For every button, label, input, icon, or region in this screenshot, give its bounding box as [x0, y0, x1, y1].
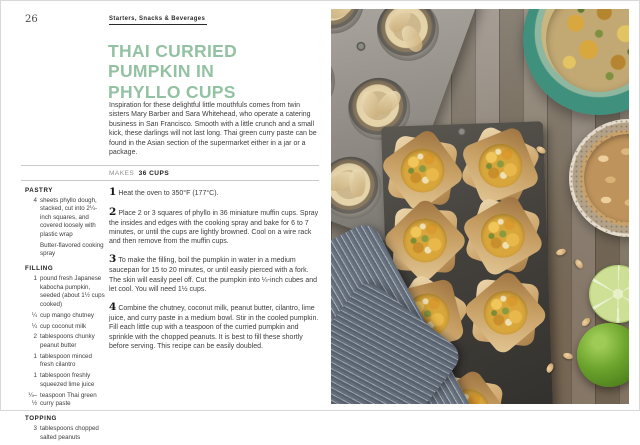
step-text: Heat the oven to 350°F (177°C).: [118, 190, 219, 197]
ingredient-text: cup coconut milk: [40, 322, 87, 330]
ingredient-row: [25, 392, 107, 409]
ingredient-text: tablespoons chopped salted peanuts: [40, 425, 99, 441]
phyllo-cup-empty: [368, 9, 447, 70]
ingredient-row: [25, 372, 107, 389]
phyllo-cup-filled: [393, 208, 457, 272]
peanut: [562, 352, 573, 360]
lime-whole: [577, 323, 629, 387]
ingredient-qty: 1: [33, 372, 37, 380]
phyllo-cup-empty: [331, 42, 344, 121]
peanut: [555, 247, 566, 256]
peanut-bowl-contents: [584, 134, 629, 222]
lime-half: [589, 265, 629, 323]
ingredient-text: tablespoons chunky peanut butter: [40, 333, 95, 349]
page-number: 26: [25, 14, 38, 25]
recipe-title: THAI CURRIED PUMPKIN IN PHYLLO CUPS: [108, 41, 238, 102]
ingredient-qty: 2: [33, 333, 37, 341]
ingredient-qty: 1: [33, 352, 37, 360]
ingredient-row: [25, 425, 107, 442]
step-text: Place 2 or 3 squares of phyllo in 36 miniature muffin cups. Spray the insides and edges with the cooking spray and bake for 6 to 7 minutes, or until the cups are lightly browned. Cool on a wire rack and then remove from the muffin cups.: [109, 209, 319, 246]
ingredient-row: [25, 323, 107, 331]
phyllo-cup-filled: [474, 281, 538, 345]
ingredient-row: [25, 242, 107, 259]
step-number: 2: [109, 205, 117, 218]
ingredient-qty: ¼: [31, 322, 37, 330]
ingredient-text: tablespoon freshly squeezed lime juice: [40, 372, 95, 388]
curry-bowl: [523, 9, 629, 115]
ingredient-qty: 1: [33, 275, 37, 283]
step-text: Combine the chutney, coconut milk, peanut butter, cilantro, lime juice, and curry paste in a medium bowl. Stir in the cooled pumpkin. Fill each little cup with a teaspoon of the curried pumpkin and sprinkle with the chopped peanuts. It is best to fill these shortly before serving. This recipe can be easily doubled.: [109, 304, 319, 351]
instruction-step: [109, 205, 321, 247]
ingredient-text: Butter-flavored cooking spray: [40, 241, 104, 258]
rivet: [457, 127, 466, 136]
ingredient-qty: 3: [33, 425, 37, 433]
ingredient-text: tablespoon minced fresh cilantro: [40, 352, 92, 369]
instruction-step: [109, 252, 321, 294]
rivet: [355, 41, 367, 53]
peanut: [580, 316, 591, 327]
recipe-photo: [331, 9, 629, 404]
ingredient-text: pound fresh Japanese kabocha pumpkin, seeded (about 1½ cups cooked): [40, 275, 105, 308]
ingredient-row: [25, 275, 107, 309]
running-head-section: Starters, Snacks & Beverages: [109, 16, 207, 25]
ingredient-qty: 4: [33, 197, 37, 204]
ingredients-section-pastry: PASTRY: [25, 187, 54, 194]
phyllo-fold: [350, 169, 366, 197]
phyllo-cup-filled: [471, 204, 535, 268]
step-number: 3: [109, 253, 117, 266]
phyllo-cup-filled: [468, 134, 532, 198]
phyllo-cup-empty: [331, 9, 372, 42]
yield-bar: [21, 165, 319, 181]
step-text: To make the filling, boil the pumpkin in water in a medium saucepan for 15 to 20 minutes, or until easily pierced with a fork. The skin will easily peel off. Cut the pumpkin into ¼-inch cubes and let cool. You will need 1½ cups.: [109, 257, 318, 294]
ingredients-sidebar: [25, 187, 107, 445]
ingredient-row: [25, 353, 107, 370]
instruction-step: [109, 300, 321, 352]
ingredient-text: sheets phyllo dough, stacked, cut into 2¼-inch squares, and covered loosely with plastic wrap: [40, 197, 98, 238]
ingredient-text: teaspoon Thai green curry paste: [40, 391, 97, 407]
ingredient-qty: ¼: [31, 311, 37, 319]
instructions: [109, 185, 321, 352]
yield-value: 36 CUPS: [138, 169, 170, 177]
ingredient-row: [25, 333, 107, 350]
ingredient-qty: [25, 242, 40, 259]
ingredients-section-topping: TOPPING: [25, 415, 57, 423]
ingredient-row: [25, 312, 107, 320]
instruction-step: [109, 185, 321, 199]
peanut-bowl: [569, 119, 629, 237]
recipe-intro: Inspiration for these delightful little mouthfuls comes from twin sisters Mary Barber and Sara Whitehead, who operate a catering business in San Francisco. Smooth with a little crunch and a small kick, these darlings will not last long. Thai green curry paste can be found in the Asian section of the supermarket either in a jar or a package.: [109, 102, 317, 156]
phyllo-fold: [398, 23, 426, 55]
ingredient-qty: ¼–½: [28, 391, 37, 407]
phyllo-cup-filled: [391, 138, 455, 202]
ingredient-text: cup mango chutney: [40, 311, 95, 319]
step-number: 4: [109, 300, 117, 313]
ingredients-section-filling: FILLING: [25, 265, 54, 273]
curry-bowl-contents: [546, 9, 629, 92]
phyllo-fold: [331, 9, 356, 22]
ingredient-row: [25, 197, 107, 239]
step-number: 1: [109, 186, 117, 198]
yield-label: MAKES: [109, 169, 135, 177]
peanut: [574, 258, 585, 270]
